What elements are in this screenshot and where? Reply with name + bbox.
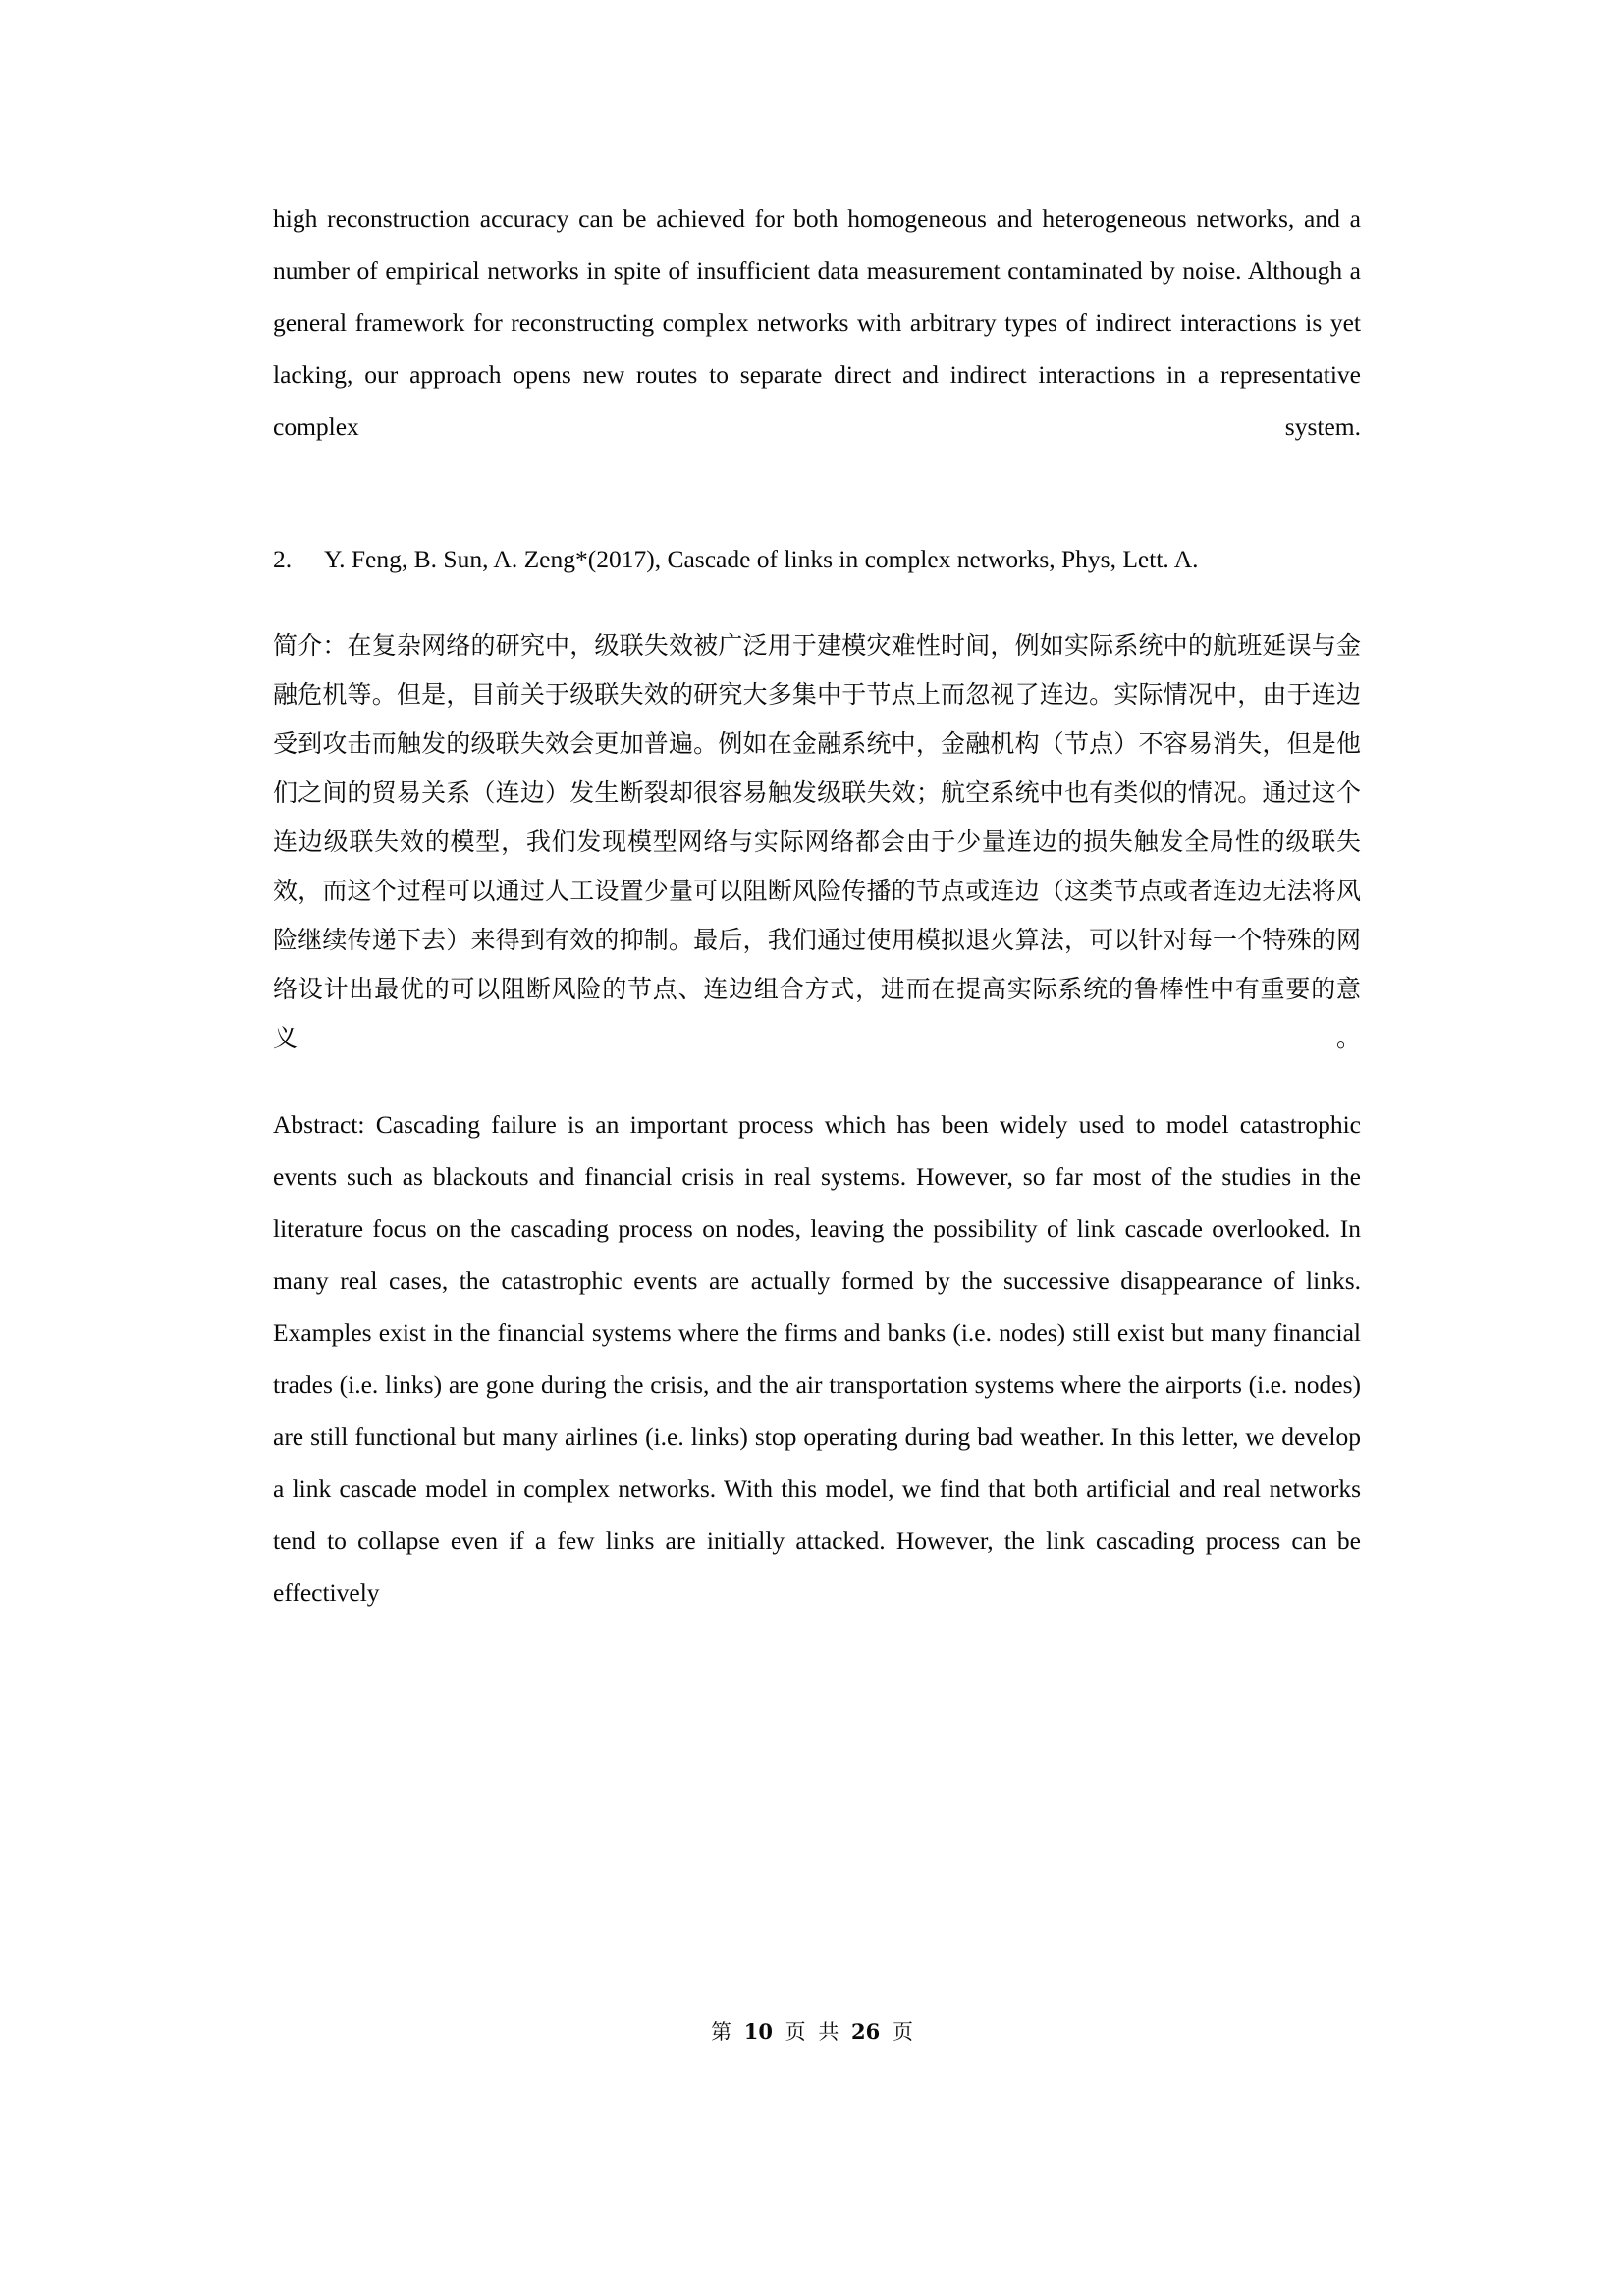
english-abstract-paragraph: Abstract: Cascading failure is an important process which has been widely used to model catastrophic events such as blackouts and financial crisis in real systems. However, so far most of the studies in the literature focus on the cascading process on nodes, leaving the possibility of link cascade overlooked. In many real cases, the catastrophic events are actually formed by the successive disappearance of links. Examples exist in the financial systems where the firms and banks (i.e. nodes) still exist but many financial trades (i.e. links) are gone during the crisis, and the air transportation systems where the airports (i.e. nodes) are still functional but many airlines (i.e. links) stop operating during bad weather. In this letter, we develop a link cascade model in complex networks. With this model, we find that both artificial and real networks tend to collapse even if a few links are initially attacked. However, the link cascading process can be effectively <box>273 1110 1361 1607</box>
reference-item <box>273 537 1361 582</box>
reference-number: 2. <box>273 545 293 573</box>
footer-suffix: 页 <box>892 2020 913 2044</box>
spacer <box>273 1063 1361 1098</box>
footer-current-page: 10 <box>743 2019 773 2044</box>
abstract-continuation-paragraph: high reconstruction accuracy can be achieved for both homogeneous and heterogeneous networks, and a number of empirical networks in spite of insufficient data measurement contaminated by noise. Although a general framework for reconstructing complex networks with arbitrary types of indirect interactions is yet lacking, our approach opens new routes to separate direct and indirect interactions in a representative complex system. <box>273 204 1361 441</box>
footer-prefix: 第 <box>711 2020 732 2044</box>
chinese-summary-paragraph: 简介：在复杂网络的研究中，级联失效被广泛用于建模灾难性时间，例如实际系统中的航班延误与金融危机等。但是，目前关于级联失效的研究大多集中于节点上而忽视了连边。实际情况中，由于连边受到攻击而触发的级联失效会更加普遍。例如在金融系统中，金融机构（节点）不容易消失，但是他们之间的贸易关系（连边）发生断裂却很容易触发级联失效；航空系统中也有类似的情况。通过这个连边级联失效的模型，我们发现模型网络与实际网络都会由于少量连边的损失触发全局性的级联失效，而这个过程可以通过人工设置少量可以阻断风险传播的节点或连边（这类节点或者连边无法将风险继续传递下去）来得到有效的抑制。最后，我们通过使用模拟退火算法，可以针对每一个特殊的网络设计出最优的可以阻断风险的节点、连边组合方式，进而在提高实际系统的鲁棒性中有重要的意义。 <box>273 631 1361 1052</box>
footer-of-label: 共 <box>818 2020 839 2044</box>
footer-total-pages: 26 <box>851 2019 881 2044</box>
page-content <box>273 192 1361 1619</box>
footer-page-label: 页 <box>785 2020 806 2044</box>
spacer <box>273 582 1361 621</box>
page-footer <box>0 2016 1624 2046</box>
spacer <box>273 453 1361 537</box>
reference-citation: Y. Feng, B. Sun, A. Zeng*(2017), Cascade of links in complex networks, Phys, Lett. A. <box>324 545 1199 573</box>
